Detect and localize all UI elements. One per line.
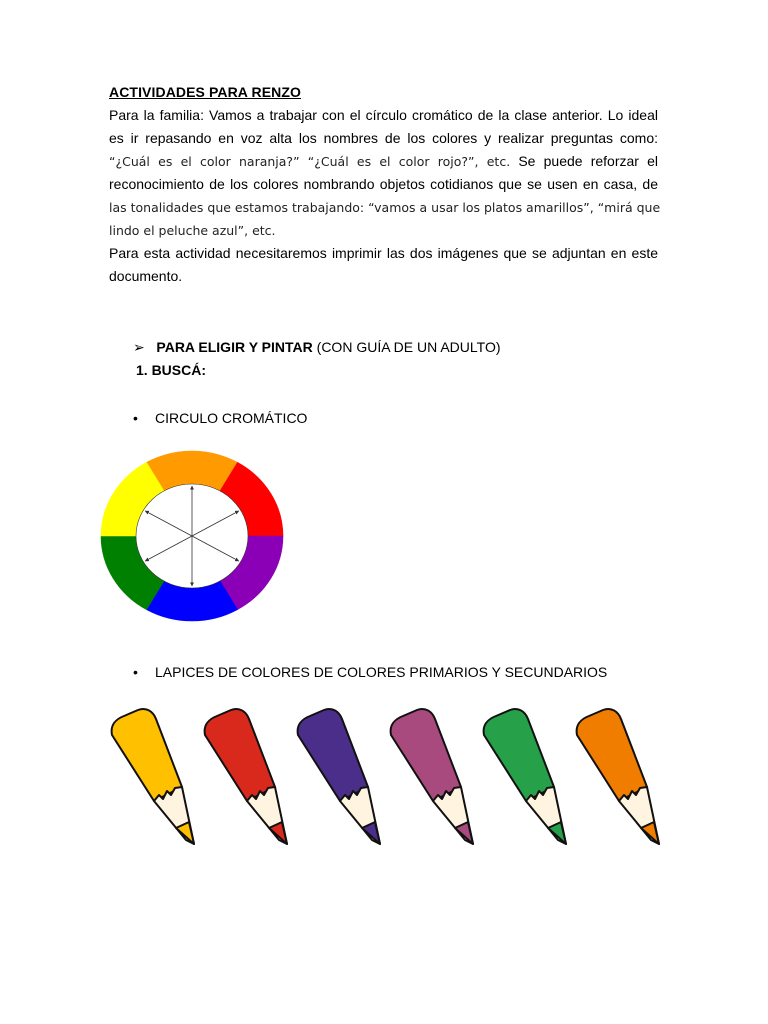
pencil bbox=[577, 709, 659, 844]
bullet-icon: • bbox=[133, 410, 138, 426]
intro-line-3 bbox=[109, 150, 658, 173]
color-wheel bbox=[100, 450, 290, 625]
step-1-label: 1. BUSCÁ: bbox=[136, 362, 207, 378]
pencil bbox=[391, 709, 473, 844]
intro-line-7: Para esta actividad necesitaremos imprimir las dos imágenes que se adjuntan en este bbox=[109, 245, 658, 261]
intro-line-2: es ir repasando en voz alta los nombres de los colores y realizar preguntas como: bbox=[109, 130, 658, 146]
intro-line-1: Para la familia: Vamos a trabajar con el círculo cromático de la clase anterior. Lo ideal bbox=[109, 107, 658, 123]
colored-pencils bbox=[100, 705, 680, 865]
intro-line-6: lindo el peluche azul”, etc. bbox=[109, 223, 276, 238]
list-item-wheel-text: CIRCULO CROMÁTICO bbox=[155, 410, 308, 426]
intro-line-5: las tonalidades que estamos trabajando: “vamos a usar los platos amarillos”, “mirá que bbox=[109, 200, 661, 215]
arrow-bullet-icon: ➢ bbox=[133, 339, 145, 355]
list-item-wheel bbox=[133, 410, 307, 426]
intro-line-3b: Se puede reforzar el bbox=[510, 153, 658, 169]
section-title-note: (CON GUÍA DE UN ADULTO) bbox=[312, 339, 501, 355]
list-item-pencils-text: LAPICES DE COLORES DE COLORES PRIMARIOS Y SECUNDARIOS bbox=[155, 664, 608, 680]
document-title: ACTIVIDADES PARA RENZO bbox=[109, 84, 301, 100]
intro-line-8: documento. bbox=[109, 268, 183, 284]
section-title-bold: PARA ELIGIR Y PINTAR bbox=[156, 339, 313, 355]
intro-paragraph bbox=[109, 104, 661, 288]
pencil bbox=[205, 709, 287, 844]
pencil bbox=[484, 709, 566, 844]
section-heading bbox=[133, 339, 501, 356]
list-item-pencils bbox=[133, 664, 607, 680]
intro-line-3a: “¿Cuál es el color naranja?” “¿Cuál es el color rojo?”, etc. bbox=[109, 154, 511, 169]
pencil bbox=[112, 709, 194, 844]
bullet-icon: • bbox=[133, 664, 138, 680]
intro-line-4: reconocimiento de los colores nombrando objetos cotidianos que se usen en casa, de bbox=[109, 176, 658, 192]
pencil bbox=[298, 709, 380, 844]
